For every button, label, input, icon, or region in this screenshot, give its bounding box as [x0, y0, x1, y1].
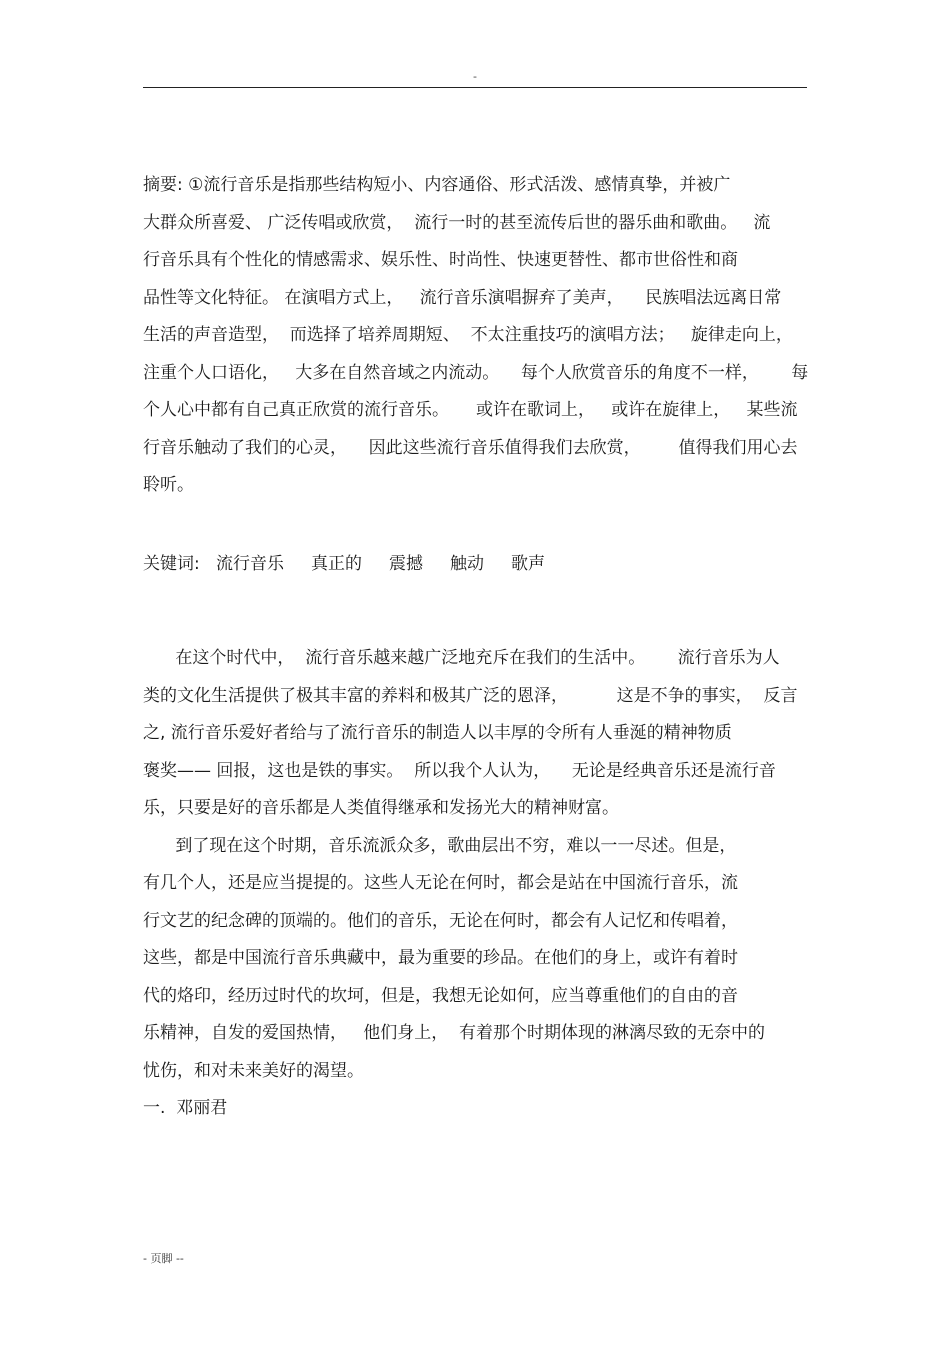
- page-footer: - 页脚 --: [143, 1252, 184, 1265]
- abstract-line: 生活的声音造型， 而选择了培养周期短、 不太注重技巧的演唱方法； 旋律走向上，: [143, 325, 793, 345]
- abstract-line: 摘要: ①流行音乐是指那些结构短小、内容通俗、形式活泼、感情真挚，并被广: [143, 175, 731, 195]
- body-line: 行文艺的纪念碑的顶端的。他们的音乐，无论在何时，都会有人记忆和传唱着，: [143, 910, 738, 931]
- body-line: 类的文化生活提供了极其丰富的养料和极其广泛的恩泽， 这是不争的事实， 反言: [143, 685, 798, 706]
- body-line: 这些，都是中国流行音乐典藏中，最为重要的珍品。在他们的身上，或许有着时: [143, 948, 738, 968]
- abstract-line: 行音乐具有个性化的情感需求、娱乐性、时尚性、快速更替性、都市世俗性和商: [143, 250, 738, 270]
- body-line: 褒奖—— 回报，这也是铁的事实。 所以我个人认为， 无论是经典音乐还是流行音: [143, 760, 776, 781]
- abstract-line: 注重个人口语化， 大多在自然音域之内流动。 每个人欣赏音乐的角度不一样， 每: [143, 362, 809, 383]
- body-line: 之, 流行音乐爱好者给与了流行音乐的制造人以丰厚的令所有人垂涎的精神物质: [143, 723, 732, 743]
- body-line: 到了现在这个时期，音乐流派众多，歌曲层出不穷，难以一一尽述。但是，: [143, 835, 737, 856]
- abstract-paragraph: [143, 167, 811, 505]
- body-line: 乐精神，自发的爱国热情， 他们身上， 有着那个时期体现的淋漓尽致的无奈中的: [143, 1023, 766, 1043]
- body-line: 乐，只要是好的音乐都是人类值得继承和发扬光大的精神财富。: [143, 798, 619, 818]
- header-rule: [143, 87, 807, 88]
- body-line: 忧伤，和对未来美好的渴望。: [143, 1060, 364, 1081]
- abstract-line: 聆听。: [143, 475, 194, 495]
- abstract-line: 个人心中都有自己真正欣赏的流行音乐。 或许在歌词上， 或许在旋律上， 某些流: [143, 400, 798, 420]
- keywords-text: 关键词: 流行音乐 真正的 震撼 触动 歌声: [143, 554, 546, 574]
- keywords-line: [143, 546, 811, 584]
- section-heading: 一. 邓丽君: [143, 1098, 228, 1118]
- body-line: 代的烙印，经历过时代的坎坷，但是，我想无论如何，应当尊重他们的自由的音: [143, 985, 738, 1006]
- header-mark: -: [473, 70, 477, 83]
- abstract-line: 大群众所喜爱、 广泛传唱或欣赏， 流行一时的甚至流传后世的器乐曲和歌曲。 流: [143, 212, 771, 233]
- abstract-line: 品性等文化特征。 在演唱方式上， 流行音乐演唱摒弃了美声， 民族唱法远离日常: [143, 287, 782, 308]
- main-body: [143, 640, 811, 1128]
- body-line: 在这个时代中， 流行音乐越来越广泛地充斥在我们的生活中。 流行音乐为人: [143, 648, 780, 668]
- abstract-line: 行音乐触动了我们的心灵， 因此这些流行音乐值得我们去欣赏， 值得我们用心去: [143, 437, 798, 458]
- body-line: 有几个人，还是应当提提的。这些人无论在何时，都会是站在中国流行音乐，流: [143, 873, 738, 893]
